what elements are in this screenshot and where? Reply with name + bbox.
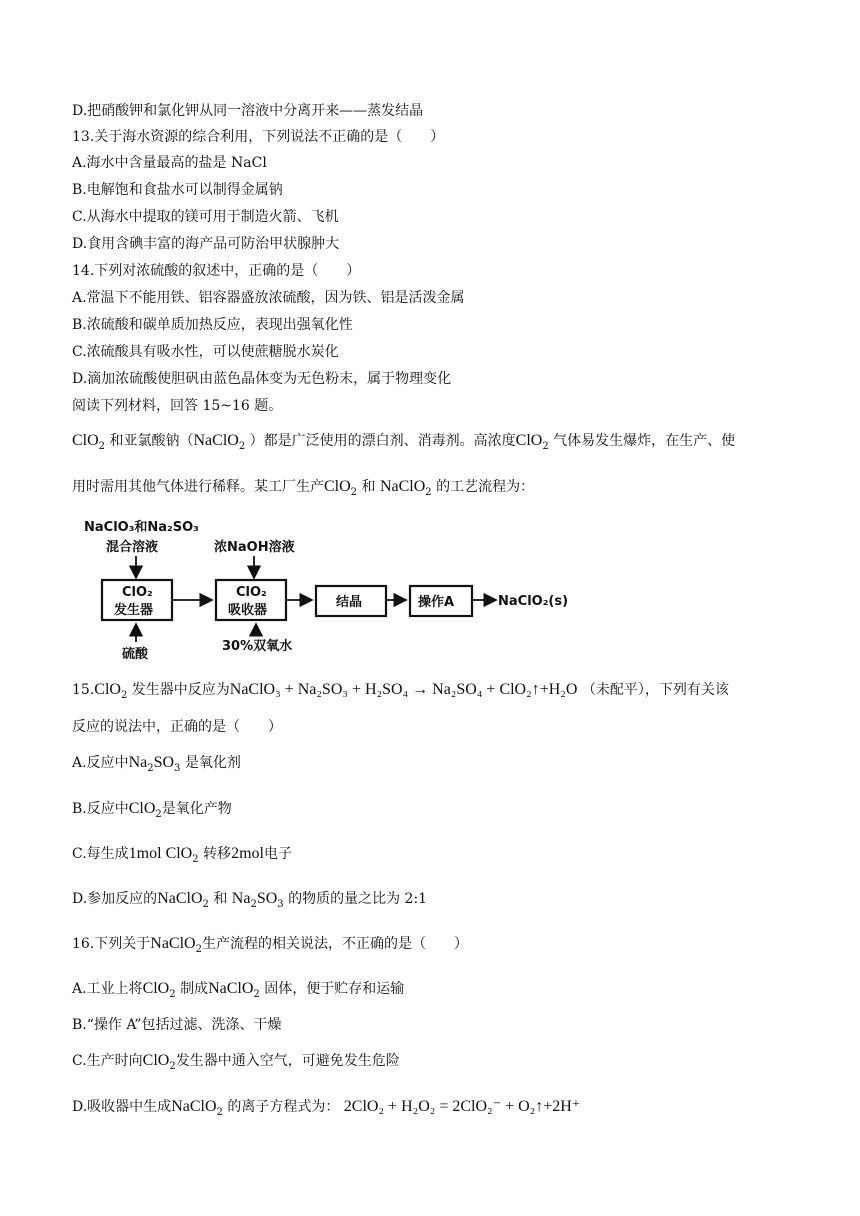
- q15-stem-line2: 反应的说法中，正确的是（ ）: [72, 719, 282, 735]
- q14-option-c: C.浓硫酸具有吸水性，可以使蔗糖脱水炭化: [72, 344, 339, 360]
- q15-option-b: B.反应中ClO$_2$是氧化产物: [72, 800, 232, 820]
- flow-input-1-line2: 混合溶液: [106, 540, 159, 555]
- flow-output: NaClO₂(s): [498, 594, 569, 609]
- flow-input-1-line1: NaClO₃和Na₂SO₃: [84, 520, 199, 535]
- q13-option-c: C.从海水中提取的镁可用于制造火箭、飞机: [72, 209, 339, 225]
- q13-option-b: B.电解饱和食盐水可以制得金属钠: [72, 182, 283, 198]
- flow-input-2: 浓NaOH溶液: [214, 540, 295, 555]
- q16-option-c: C.生产时向ClO$_2$发生器中通入空气，可避免发生危险: [72, 1052, 400, 1072]
- q14-stem: 14.下列对浓硫酸的叙述中，正确的是（ ）: [72, 263, 361, 279]
- flow-below-2: 30%双氧水: [222, 639, 293, 654]
- q16-stem: 16.下列关于NaClO$_2$生产流程的相关说法，不正确的是（ ）: [72, 935, 468, 955]
- process-flow-diagram: [84, 514, 644, 660]
- q15-option-a: A.反应中$Na_2SO_3$ 是氧化剂: [72, 754, 241, 774]
- q16-option-a: A.工业上将ClO$_2$ 制成NaClO$_2$ 固体，便于贮存和运输: [72, 980, 405, 1000]
- q16-option-b: B.“操作 A”包括过滤、洗涤、干燥: [72, 1017, 282, 1033]
- q13-stem: 13.关于海水资源的综合利用，下列说法不正确的是（ ）: [72, 129, 445, 145]
- q14-option-a: A.常温下不能用铁、铝容器盛放浓硫酸，因为铁、铝是活泼金属: [72, 290, 465, 306]
- q14-option-d: D.滴加浓硫酸使胆矾由蓝色晶体变为无色粉末，属于物理变化: [72, 371, 452, 387]
- q12-option-d: D.把硝酸钾和氯化钾从同一溶液中分离开来——蒸发结晶: [72, 103, 424, 119]
- q15-stem-line1: 15.ClO$_2$ 发生器中反应为NaClO₃ + Na₂SO₃ + H₂SO₄ → Na₂SO₄ + ClO₂↑+H₂O （未配平），下列有关该: [72, 681, 729, 701]
- q13-option-a: A.海水中含量最高的盐是 NaCl: [72, 155, 267, 171]
- box4-label: 操作A: [418, 595, 455, 610]
- material-paragraph-line1: ClO$_2$ 和亚氯酸钠（NaClO$_2$ ）都是广泛使用的漂白剂、消毒剂。高浓度ClO$_2$ 气体易发生爆炸，在生产、使: [72, 432, 736, 452]
- box1-line2: 发生器: [114, 603, 154, 618]
- material-paragraph-line2: 用时需用其他气体进行稀释。某工厂生产ClO$_2$ 和 NaClO$_2$ 的工艺流程为：: [72, 478, 535, 498]
- q16-option-d: D.吸收器中生成NaClO$_2$ 的离子方程式为： 2ClO₂ + H₂O₂ = 2ClO₂⁻ + O₂↑+2H⁺: [72, 1098, 581, 1118]
- q15-option-d: D.参加反应的NaClO$_2$ 和 $Na_2SO_3$ 的物质的量之比为 2:1: [72, 890, 428, 910]
- box3-label: 结晶: [336, 595, 363, 610]
- box2-line1: ClO₂: [236, 585, 267, 600]
- q15-option-c: C.每生成1mol ClO$_2$ 转移2mol电子: [72, 845, 292, 865]
- reading-instruction: 阅读下列材料，回答 15~16 题。: [72, 398, 283, 414]
- q13-option-d: D.食用含碘丰富的海产品可防治甲状腺肿大: [72, 236, 340, 252]
- flow-below-1: 硫酸: [122, 647, 149, 660]
- box2-line2: 吸收器: [228, 603, 268, 618]
- q14-option-b: B.浓硫酸和碳单质加热反应，表现出强氧化性: [72, 317, 353, 333]
- box1-line1: ClO₂: [122, 585, 153, 600]
